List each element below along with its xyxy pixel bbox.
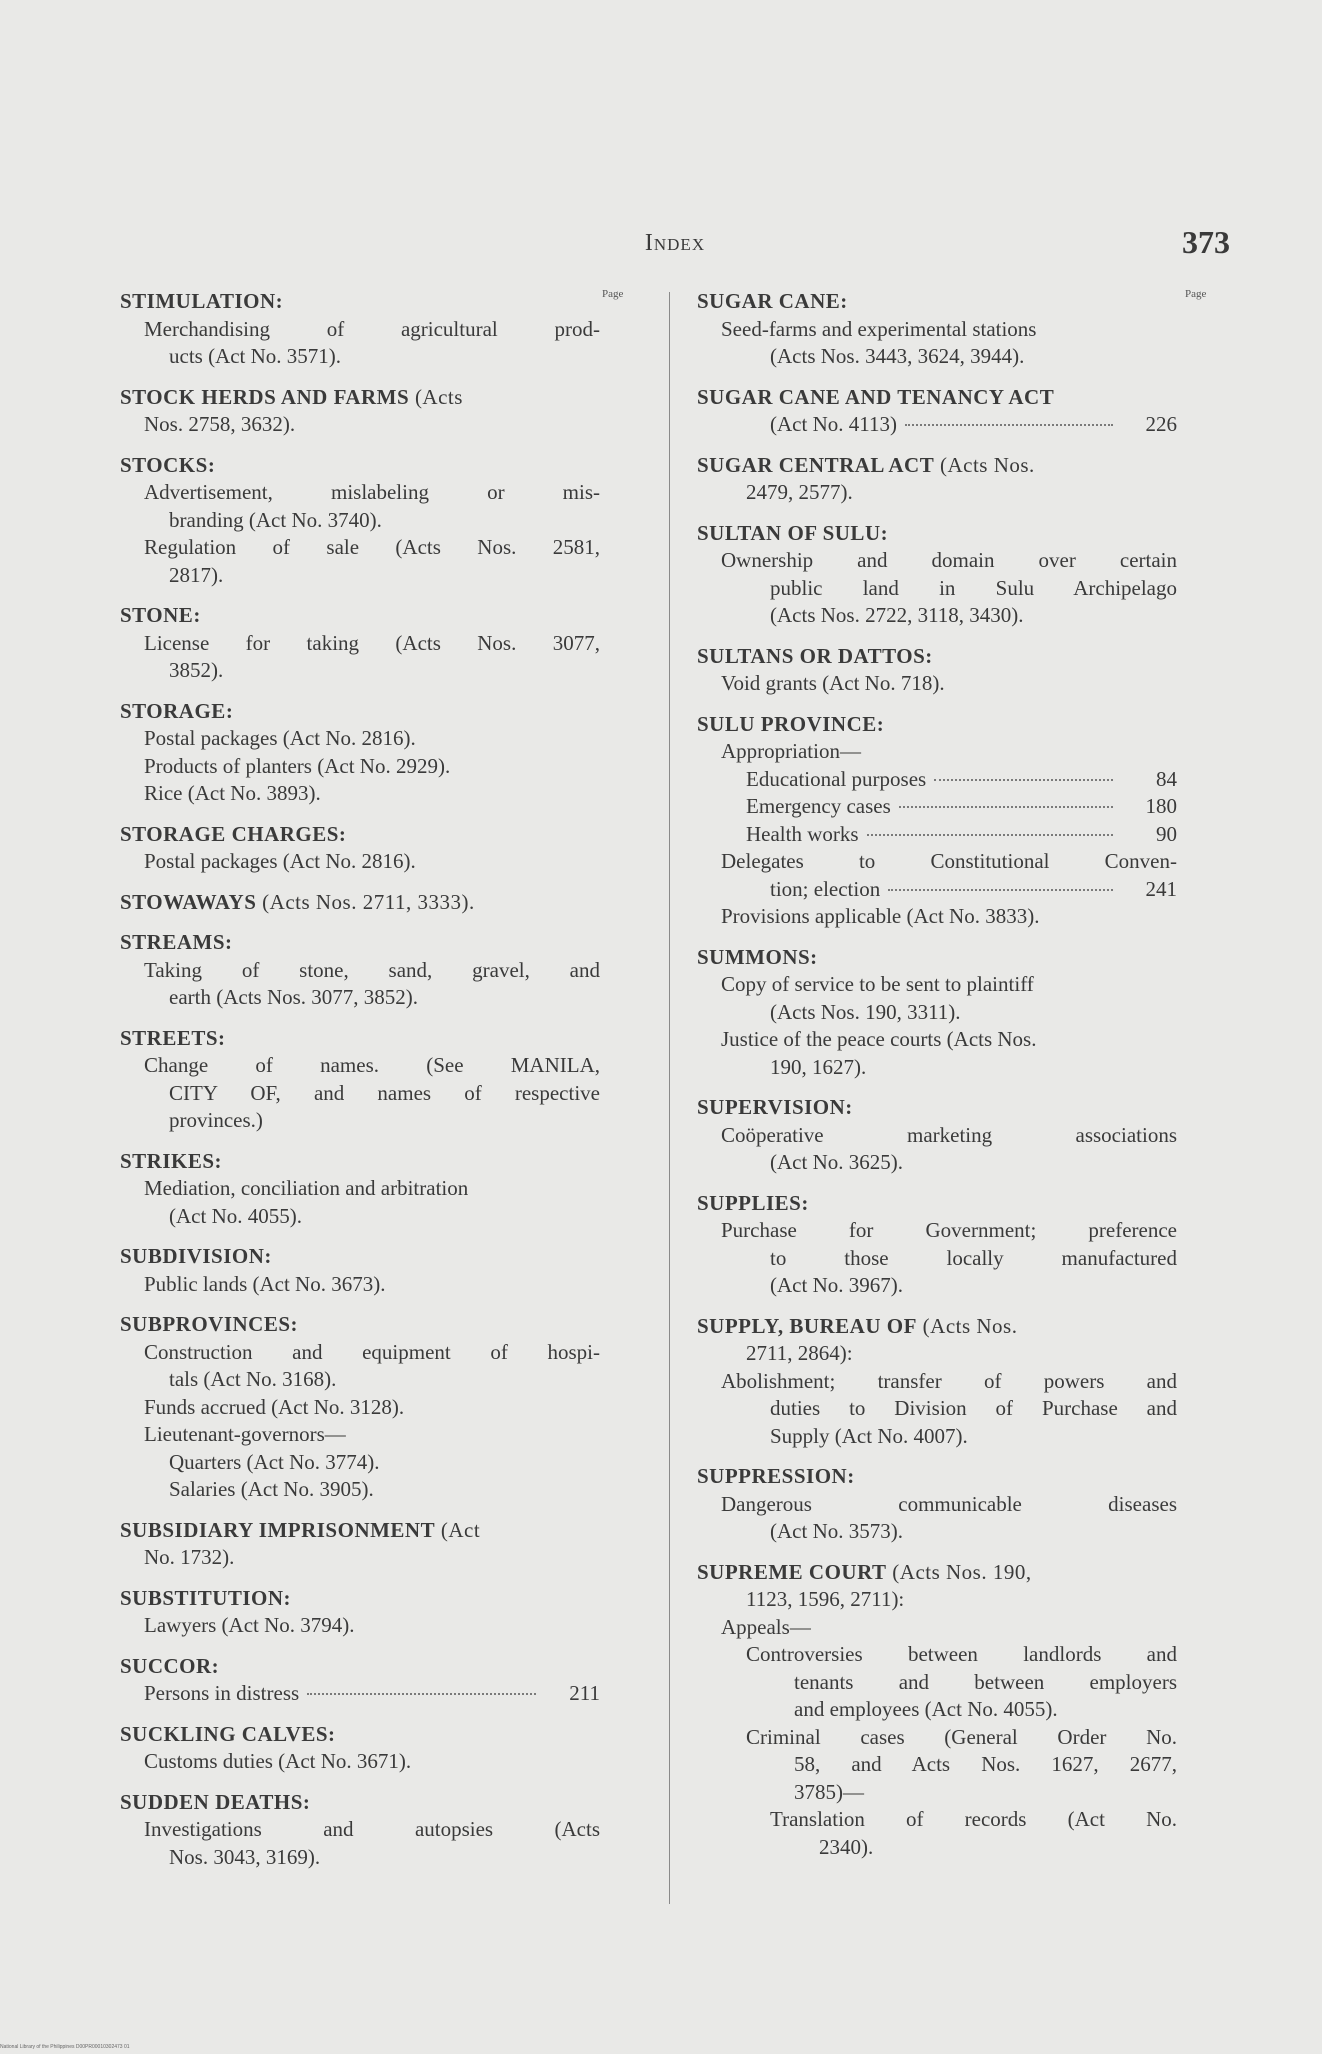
index-entry: [120, 1789, 600, 1872]
subentry-line: and employees (Act No. 4055).: [794, 1697, 1058, 1721]
subentry-line: 2479, 2577).: [746, 480, 853, 504]
index-entry: [120, 1517, 600, 1572]
page-reference: 180: [1145, 794, 1177, 818]
subentry-text: Educational purposes: [746, 766, 927, 791]
entry-heading-tail: (Acts Nos.: [934, 452, 1035, 477]
entry-heading: [120, 1148, 600, 1176]
subentry-line: (Act No. 3625).: [770, 1150, 903, 1174]
subentry-with-page: [120, 1680, 600, 1708]
entry-heading: [120, 384, 600, 412]
index-entry: [120, 698, 600, 808]
subentry-line: Coöperative marketing associations: [721, 1122, 1177, 1147]
subentry-line: (Act No. 3573).: [770, 1519, 903, 1543]
entry-heading-text: SUDDEN DEATHS:: [120, 1789, 311, 1814]
subentry-with-page: [697, 876, 1177, 904]
dot-leader: [905, 424, 1113, 426]
entry-heading-text: SULTAN OF SULU:: [697, 520, 889, 545]
subentry-line: Funds accrued (Act No. 3128).: [144, 1394, 405, 1419]
subentry-line: (Act No. 3967).: [770, 1273, 903, 1297]
subentry-line: duties to Division of Purchase and: [770, 1396, 1177, 1420]
subentry-line: Delegates to Constitutional Conven-: [721, 849, 1177, 873]
subentry-line: Justice of the peace courts (Acts Nos.: [721, 1027, 1037, 1051]
entry-heading: [697, 643, 1177, 671]
entry-heading-text: SUBSTITUTION:: [120, 1585, 292, 1610]
index-entry: [697, 384, 1177, 439]
subentry-line: Merchandising of agricultural prod-: [144, 316, 600, 341]
index-entry: [120, 602, 600, 685]
subentry-line: tals (Act No. 3168).: [169, 1367, 337, 1391]
subentry-line: Customs duties (Act No. 3671).: [144, 1749, 412, 1773]
subentry-line: (Acts Nos. 2722, 3118, 3430).: [770, 603, 1024, 627]
subentry-line: ucts (Act No. 3571).: [169, 344, 342, 368]
column-divider: [669, 292, 670, 1904]
page-column-label: Page: [602, 288, 624, 300]
index-entry: [120, 288, 600, 371]
index-entry: [697, 452, 1177, 507]
subentry-line: Construction and equipment of hospi-: [144, 1339, 600, 1364]
entry-heading: [120, 1025, 600, 1053]
subentry-line: Translation of records (Act No.: [770, 1807, 1177, 1831]
entry-heading-text: STRIKES:: [120, 1148, 223, 1173]
entry-heading-tail: (Acts Nos.: [916, 1313, 1018, 1338]
entry-heading-text: SUBPROVINCES:: [120, 1312, 299, 1336]
index-entry: [697, 520, 1177, 630]
page-reference: 90: [1156, 821, 1177, 846]
subentry-line: (Acts Nos. 190, 3311).: [770, 999, 961, 1024]
dot-leader: [934, 779, 1113, 781]
entry-heading: [697, 711, 1177, 739]
page-header: [120, 224, 1230, 270]
page-reference: 226: [1145, 412, 1177, 436]
index-entry: [697, 1559, 1177, 1862]
entry-heading-tail: (Acts: [409, 384, 463, 409]
index-entry: [697, 288, 1177, 371]
entry-heading-text: SUCCOR:: [120, 1653, 220, 1678]
subentry-line: CITY OF, and names of respective: [169, 1080, 600, 1105]
entry-heading: [697, 1094, 1177, 1122]
subentry-line: Ownership and domain over certain: [721, 548, 1177, 572]
index-column-right: [697, 288, 1207, 1874]
subentry-line: to those locally manufactured: [770, 1245, 1177, 1270]
entry-heading-text: SUMMONS:: [697, 944, 818, 969]
entry-heading: [697, 452, 1177, 480]
index-entry: [120, 821, 600, 876]
subentry-line: branding (Act No. 3740).: [169, 507, 382, 532]
entry-heading: [697, 1463, 1177, 1491]
subentry-line: Lawyers (Act No. 3794).: [144, 1613, 355, 1637]
subentry-line: Public lands (Act No. 3673).: [144, 1271, 386, 1296]
index-entry: [120, 1148, 600, 1231]
subentry-line: 3852).: [169, 658, 224, 682]
entry-heading-text: SUBSIDIARY IMPRISONMENT: [120, 1517, 436, 1542]
entry-heading: [697, 1190, 1177, 1218]
subentry-text: tion; election: [770, 876, 881, 901]
entry-heading-text: STIMULATION:: [120, 289, 284, 313]
entry-heading-text: SUGAR CANE:: [697, 289, 848, 313]
dot-leader: [899, 806, 1113, 808]
page-reference: 211: [569, 1681, 600, 1705]
subentry-line: tenants and between employers: [794, 1669, 1177, 1694]
entry-heading: [697, 520, 1177, 548]
entry-heading: [697, 1559, 1177, 1587]
subentry-line: Void grants (Act No. 718).: [721, 671, 945, 695]
subentry-line: Controversies between landlords and: [746, 1642, 1177, 1666]
index-entry: [697, 711, 1177, 931]
entry-heading-text: STORAGE:: [120, 698, 234, 723]
entry-heading: [120, 698, 600, 726]
index-entry: [697, 1190, 1177, 1300]
entry-heading: [697, 288, 1177, 316]
entry-heading-text: STOCKS:: [120, 452, 216, 477]
running-head: Index: [644, 230, 706, 256]
subentry-line: Rice (Act No. 3893).: [144, 781, 321, 805]
index-entry: [120, 1585, 600, 1640]
subentry-line: 2340).: [819, 1834, 874, 1859]
entry-heading: [697, 384, 1177, 412]
subentry-line: Advertisement, mislabeling or mis-: [144, 480, 600, 504]
subentry-line: Supply (Act No. 4007).: [770, 1423, 968, 1448]
index-entry: [697, 944, 1177, 1082]
entry-heading: [120, 1517, 600, 1545]
entry-heading: [120, 1789, 600, 1817]
subentry-line: Criminal cases (General Order No.: [746, 1724, 1177, 1749]
subentry-line: Seed-farms and experimental stations: [721, 316, 1037, 341]
subentry-text: Health works: [746, 821, 859, 846]
entry-heading-text: STORAGE CHARGES:: [120, 821, 347, 846]
subentry-line: Postal packages (Act No. 2816).: [144, 726, 416, 750]
subentry-line: public land in Sulu Archipelago: [770, 575, 1177, 600]
entry-heading: [120, 1721, 600, 1749]
entry-heading: [120, 288, 600, 316]
page-reference: 84: [1156, 766, 1177, 791]
entry-heading-text: STREAMS:: [120, 930, 233, 954]
subentry-line: Change of names. (See MANILA,: [144, 1053, 600, 1077]
subentry-text: (Act No. 4113): [770, 412, 897, 436]
subentry-line: Regulation of sale (Acts Nos. 2581,: [144, 535, 600, 559]
entry-heading-tail: (Acts Nos. 2711, 3333).: [256, 889, 475, 914]
entry-heading: [120, 1311, 600, 1339]
entry-heading-text: SUPERVISION:: [697, 1095, 853, 1119]
subentry-line: Nos. 3043, 3169).: [169, 1844, 321, 1869]
entry-heading-text: SUGAR CANE AND TENANCY ACT: [697, 384, 1055, 409]
subentry-line: 3785)—: [794, 1779, 864, 1804]
index-entry: [697, 1313, 1177, 1451]
entry-heading: [120, 889, 600, 917]
subentry-line: Purchase for Government; preference: [721, 1218, 1177, 1242]
entry-heading-tail: (Acts Nos. 190,: [886, 1559, 1032, 1584]
entry-heading-text: SUGAR CENTRAL ACT: [697, 452, 935, 477]
index-entry: [120, 452, 600, 590]
subentry-line: Dangerous communicable diseases: [721, 1491, 1177, 1516]
subentry-line: Salaries (Act No. 3905).: [169, 1477, 374, 1501]
subentry-line: No. 1732).: [144, 1545, 235, 1569]
index-entry: [120, 1311, 600, 1504]
subentry-text: Emergency cases: [746, 794, 891, 818]
entry-heading-tail: (Act: [435, 1517, 481, 1542]
subentry-line: Appeals—: [721, 1614, 811, 1639]
page-column-label: Page: [1185, 288, 1207, 300]
index-entry: [697, 643, 1177, 698]
subentry-line: provinces.): [169, 1108, 263, 1132]
subentry-line: Mediation, conciliation and arbitration: [144, 1176, 469, 1200]
subentry-line: Provisions applicable (Act No. 3833).: [721, 904, 1040, 928]
subentry-line: 1123, 1596, 2711):: [746, 1587, 905, 1611]
entry-heading-text: SUPPRESSION:: [697, 1464, 855, 1488]
entry-heading-text: SUPREME COURT: [697, 1559, 887, 1584]
subentry-line: 190, 1627).: [770, 1054, 867, 1079]
entry-heading-text: SUPPLY, BUREAU OF: [697, 1313, 917, 1338]
page-reference: 241: [1145, 876, 1177, 901]
dot-leader: [307, 1693, 536, 1695]
subentry-with-page: [697, 411, 1177, 439]
subentry-line: Taking of stone, sand, gravel, and: [144, 957, 600, 982]
entry-heading: [120, 452, 600, 480]
page-number: 373: [1182, 224, 1230, 260]
subentry-line: 2711, 2864):: [746, 1341, 853, 1365]
subentry-with-page: [697, 793, 1177, 821]
entry-heading-text: STOWAWAYS: [120, 889, 257, 914]
index-entry: [120, 1243, 600, 1298]
subentry-line: Abolishment; transfer of powers and: [721, 1368, 1177, 1393]
subentry-line: Copy of service to be sent to plaintiff: [721, 972, 1034, 996]
index-entry: [120, 384, 600, 439]
entry-heading: [697, 1313, 1177, 1341]
dot-leader: [867, 834, 1113, 836]
subentry-line: Lieutenant-governors—: [144, 1422, 346, 1446]
subentry-line: Postal packages (Act No. 2816).: [144, 849, 416, 873]
subentry-line: earth (Acts Nos. 3077, 3852).: [169, 985, 419, 1009]
subentry-with-page: [697, 821, 1177, 849]
index-entry: [120, 1653, 600, 1708]
index-entry: [120, 1025, 600, 1135]
subentry-line: License for taking (Acts Nos. 3077,: [144, 630, 600, 655]
subentry-line: Nos. 2758, 3632).: [144, 412, 296, 436]
subentry-line: Products of planters (Act No. 2929).: [144, 753, 451, 778]
entry-heading-text: SULTANS OR DATTOS:: [697, 643, 933, 668]
entry-heading: [120, 1653, 600, 1681]
entry-heading: [120, 1243, 600, 1271]
subentry-line: 2817).: [169, 562, 224, 587]
entry-heading: [120, 1585, 600, 1613]
index-column-left: [120, 288, 624, 1884]
index-entry: [120, 929, 600, 1012]
entry-heading-text: SUBDIVISION:: [120, 1244, 272, 1268]
index-entry: [697, 1463, 1177, 1546]
entry-heading-text: SUPPLIES:: [697, 1190, 809, 1215]
entry-heading-text: SUCKLING CALVES:: [120, 1721, 336, 1746]
subentry-line: (Acts Nos. 3443, 3624, 3944).: [770, 344, 1025, 368]
subentry-line: Appropriation—: [721, 739, 861, 763]
index-entry: [120, 889, 600, 917]
entry-heading: [120, 821, 600, 849]
subentry-with-page: [697, 766, 1177, 794]
index-entry: [120, 1721, 600, 1776]
entry-heading-text: SULU PROVINCE:: [697, 711, 885, 736]
entry-heading-text: STONE:: [120, 603, 201, 627]
entry-heading-text: STREETS:: [120, 1025, 226, 1050]
entry-heading-text: STOCK HERDS AND FARMS: [120, 384, 410, 409]
subentry-line: 58, and Acts Nos. 1627, 2677,: [794, 1752, 1177, 1776]
subentry-text: Persons in distress: [144, 1681, 300, 1705]
subentry-line: Investigations and autopsies (Acts: [144, 1817, 600, 1841]
dot-leader: [888, 889, 1113, 891]
left-entries: [120, 288, 600, 1871]
entry-heading: [697, 944, 1177, 972]
index-entry: [697, 1094, 1177, 1177]
entry-heading: [120, 929, 600, 957]
subentry-line: (Act No. 4055).: [169, 1203, 302, 1228]
scan-footer-tag: National Library of the Philippines D00PR00010302473 01: [0, 2044, 130, 2050]
right-entries: [697, 288, 1177, 1861]
entry-heading: [120, 602, 600, 630]
subentry-line: Quarters (Act No. 3774).: [169, 1449, 380, 1474]
